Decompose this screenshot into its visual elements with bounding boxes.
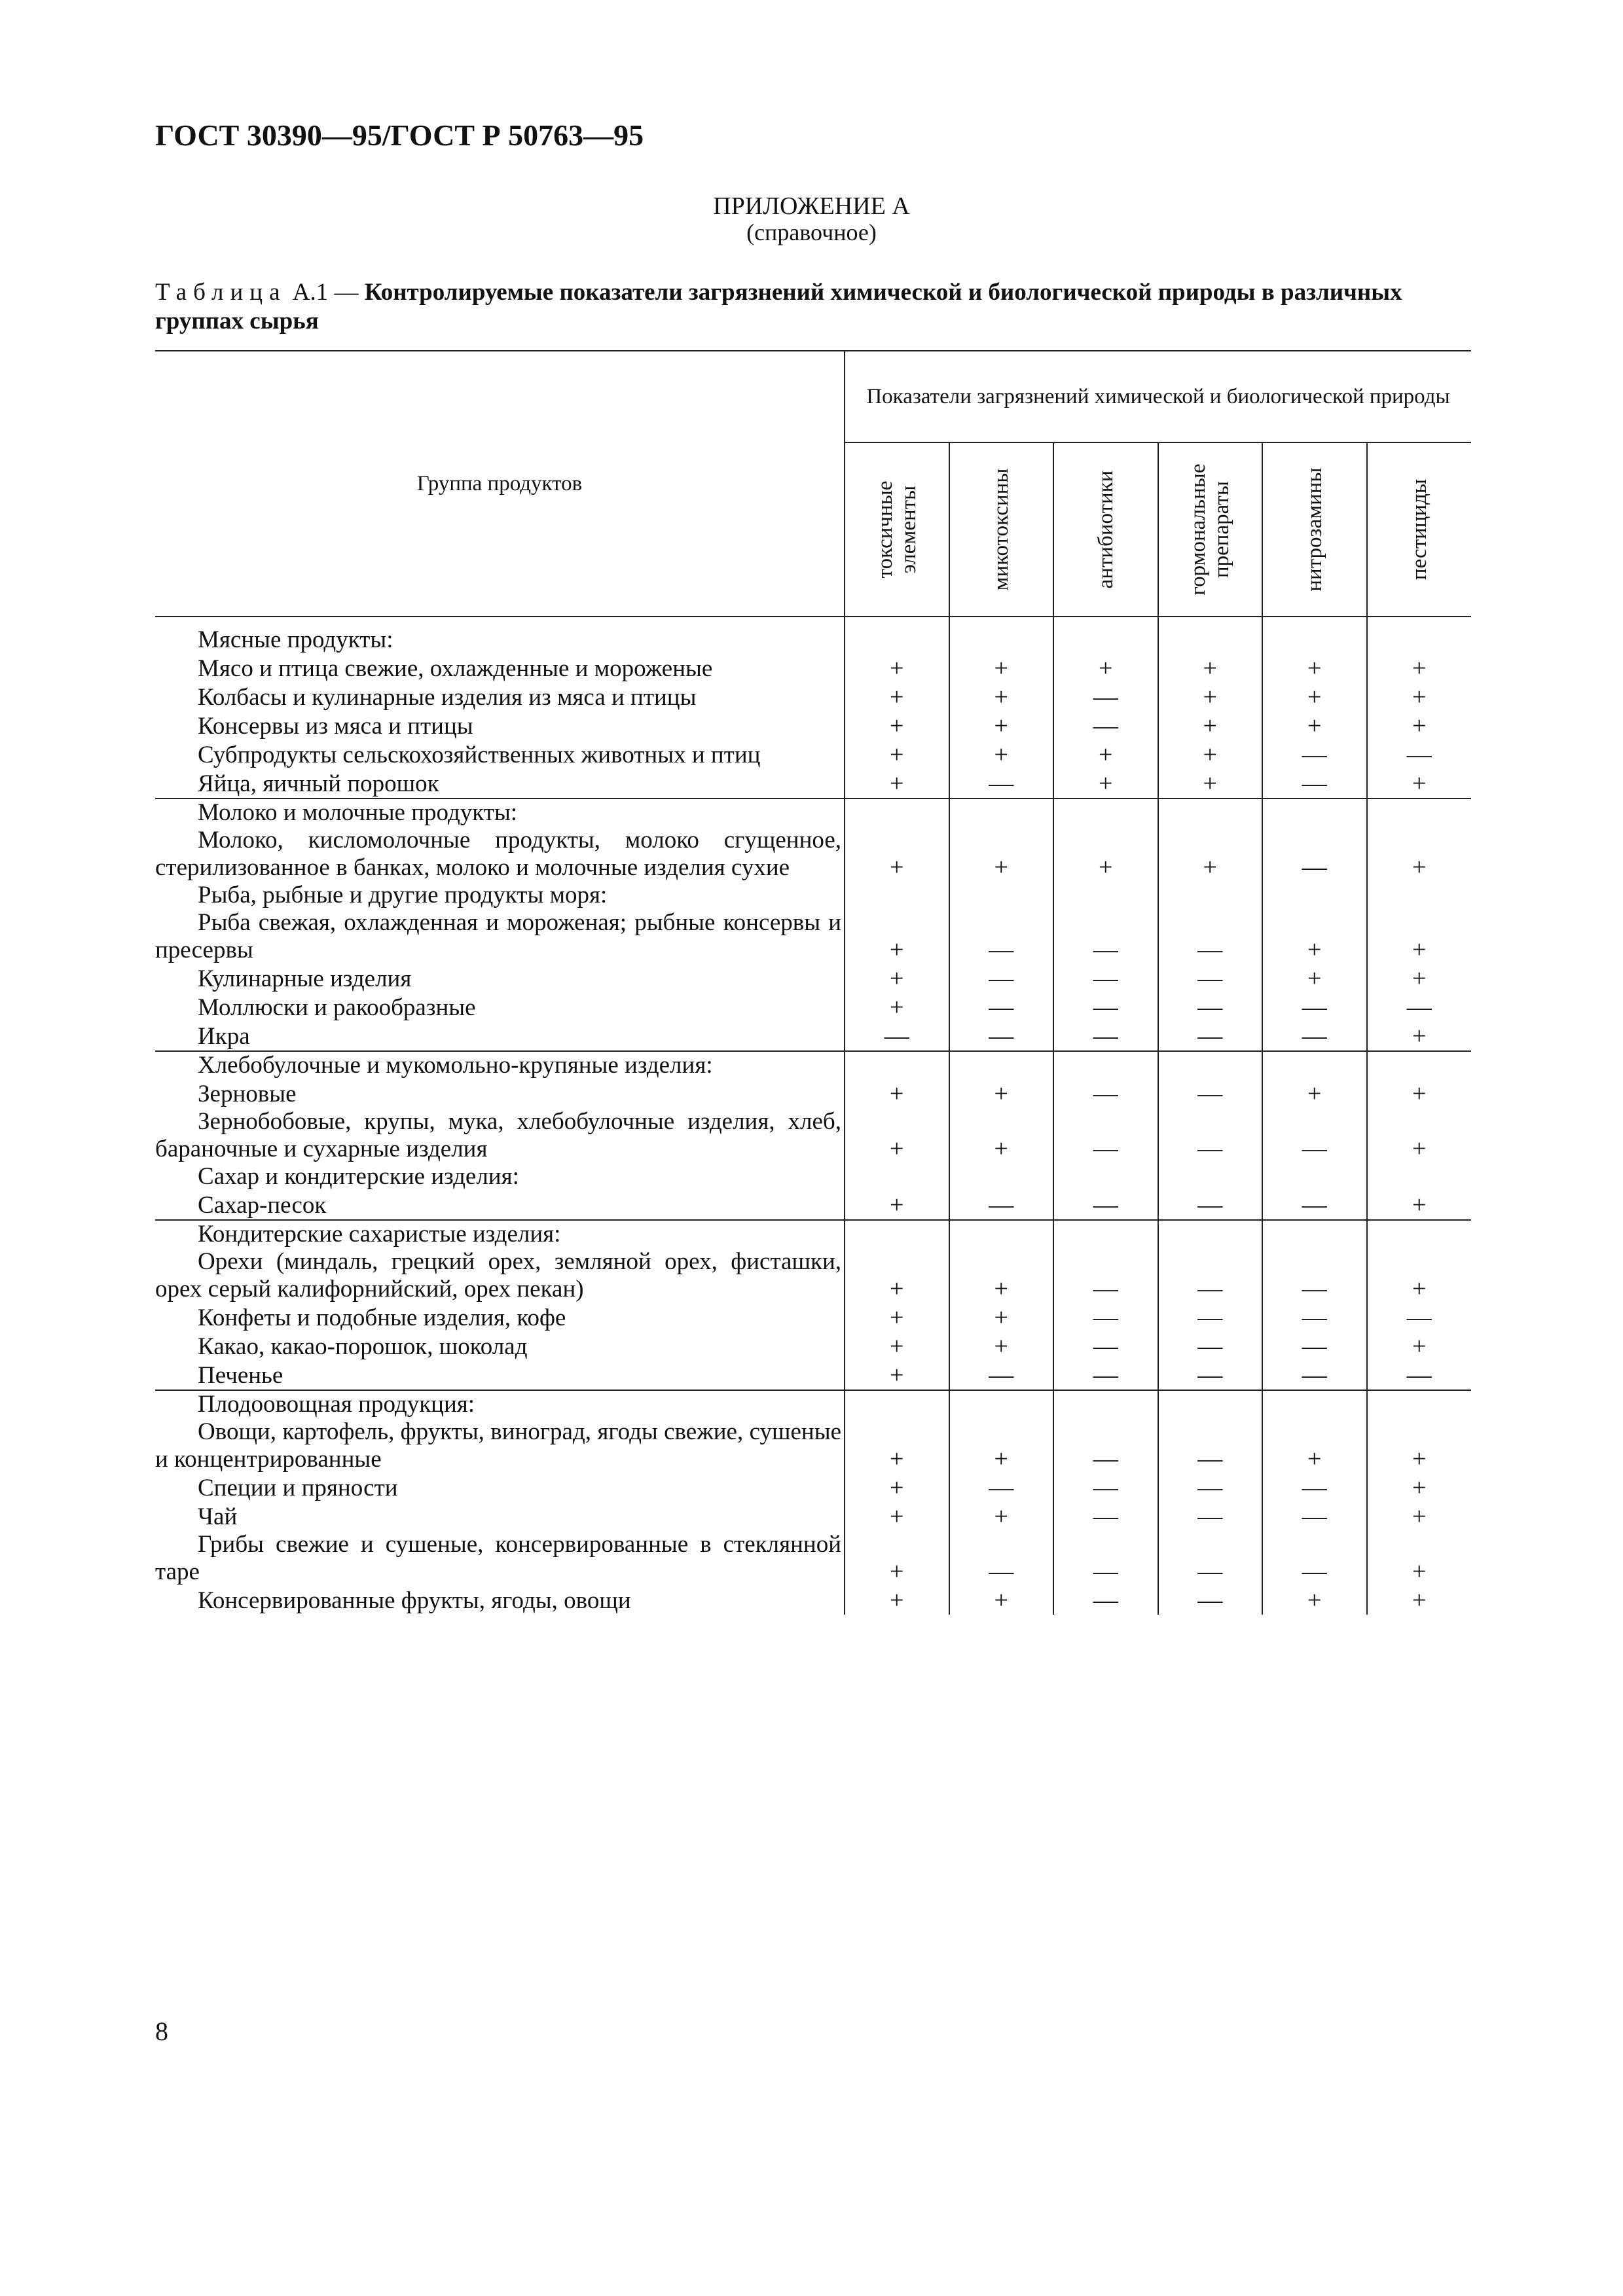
indicator-mark: — xyxy=(949,909,1054,964)
indicator-mark: — xyxy=(1262,740,1367,769)
indicator-mark: — xyxy=(1158,1531,1263,1586)
indicator-mark: + xyxy=(845,827,949,882)
table-row xyxy=(155,1586,1471,1615)
indicator-mark: — xyxy=(1262,1022,1367,1051)
indicator-mark: + xyxy=(845,909,949,964)
contaminants-table xyxy=(155,350,1471,1615)
indicator-header xyxy=(1158,442,1263,617)
indicator-mark xyxy=(1053,617,1158,654)
indicator-mark: + xyxy=(1367,1586,1472,1615)
indicator-mark xyxy=(1262,1220,1367,1248)
indicator-mark: + xyxy=(1262,964,1367,993)
indicator-mark: — xyxy=(1158,1248,1263,1303)
indicator-mark: + xyxy=(845,683,949,711)
indicator-mark: + xyxy=(1367,769,1472,798)
indicator-mark: — xyxy=(1053,1361,1158,1390)
indicator-mark: — xyxy=(1158,993,1263,1022)
indicator-mark: — xyxy=(1158,1473,1263,1502)
indicator-mark: + xyxy=(1262,683,1367,711)
indicator-mark xyxy=(949,882,1054,909)
indicator-header-label xyxy=(873,480,921,578)
indicator-mark: — xyxy=(1262,1303,1367,1332)
indicator-header xyxy=(1053,442,1158,617)
indicator-header-label xyxy=(1408,479,1431,580)
product-group-cell xyxy=(155,617,845,654)
product-group-name: Сахар-песок xyxy=(198,1192,327,1219)
indicator-mark xyxy=(845,1163,949,1191)
product-group-cell xyxy=(155,798,845,827)
indicator-mark: — xyxy=(949,964,1054,993)
indicator-mark: — xyxy=(1262,1108,1367,1163)
indicator-mark: — xyxy=(1262,1473,1367,1502)
indicator-mark: + xyxy=(1367,964,1472,993)
indicator-mark xyxy=(1367,1163,1472,1191)
product-group-name: Рыба, рыбные и другие продукты моря: xyxy=(198,882,608,908)
indicator-header-line: элементы xyxy=(896,485,921,574)
product-group-name: Овощи, картофель, фрукты, виноград, ягоды свежие, сушеные и концентрированные xyxy=(155,1418,841,1473)
table-row xyxy=(155,1303,1471,1332)
indicator-mark: — xyxy=(1367,993,1472,1022)
indicator-mark: — xyxy=(1158,1418,1263,1473)
product-group-name: Чай xyxy=(198,1503,238,1530)
product-group-name: Какао, какао-порошок, шоколад xyxy=(198,1333,528,1360)
indicator-header-line: нитрозамины xyxy=(1302,467,1326,592)
product-group-cell xyxy=(155,711,845,740)
indicator-mark: — xyxy=(1158,1502,1263,1531)
indicator-mark xyxy=(949,617,1054,654)
indicator-mark xyxy=(1158,1163,1263,1191)
indicator-mark: — xyxy=(1053,1248,1158,1303)
indicator-mark: + xyxy=(1053,769,1158,798)
appendix-heading xyxy=(0,193,1623,245)
product-group-cell xyxy=(155,1586,845,1615)
indicator-mark: + xyxy=(1367,654,1472,683)
indicator-mark: + xyxy=(949,1108,1054,1163)
product-group-name: Грибы свежие и сушеные, консервированные в стеклянной таре xyxy=(155,1531,841,1585)
indicator-mark: + xyxy=(1158,711,1263,740)
indicator-mark: — xyxy=(845,1022,949,1051)
page-number: 8 xyxy=(155,2017,168,2046)
indicator-mark: — xyxy=(949,1361,1054,1390)
indicator-header-line: пестициды xyxy=(1407,478,1431,581)
table-row xyxy=(155,1108,1471,1163)
product-group-cell xyxy=(155,1022,845,1051)
indicator-mark: + xyxy=(845,964,949,993)
indicator-mark: — xyxy=(1053,1586,1158,1615)
product-group-cell xyxy=(155,1531,845,1586)
indicator-mark xyxy=(1053,1051,1158,1079)
product-group-name: Консервы из мяса и птицы xyxy=(198,713,473,740)
table-row xyxy=(155,1220,1471,1248)
indicator-mark: + xyxy=(1367,1022,1472,1051)
indicator-mark xyxy=(1053,1220,1158,1248)
indicator-mark: — xyxy=(1158,1332,1263,1361)
indicator-header xyxy=(1262,442,1367,617)
table-row xyxy=(155,1418,1471,1473)
indicator-mark: — xyxy=(1262,1248,1367,1303)
indicator-mark: + xyxy=(1367,1191,1472,1220)
indicator-mark: — xyxy=(1367,740,1472,769)
indicator-mark: + xyxy=(845,1531,949,1586)
indicator-mark: — xyxy=(1262,827,1367,882)
indicator-mark xyxy=(1367,1220,1472,1248)
indicator-mark: + xyxy=(949,1303,1054,1332)
table-row xyxy=(155,798,1471,827)
indicator-mark xyxy=(1053,1390,1158,1418)
product-group-name: Икра xyxy=(198,1023,250,1050)
indicator-mark xyxy=(1262,617,1367,654)
table-row xyxy=(155,993,1471,1022)
product-group-name: Специи и пряности xyxy=(198,1475,398,1501)
indicator-mark: — xyxy=(1053,1108,1158,1163)
indicator-mark xyxy=(1367,617,1472,654)
indicator-mark xyxy=(845,1220,949,1248)
product-group-name: Рыба свежая, охлажденная и мороженая; рыбные консервы и пресервы xyxy=(155,909,841,963)
appendix-title: ПРИЛОЖЕНИЕ А xyxy=(713,192,910,220)
indicator-mark: + xyxy=(845,993,949,1022)
indicator-mark: + xyxy=(949,683,1054,711)
indicator-mark xyxy=(1158,1220,1263,1248)
indicator-mark: — xyxy=(1158,1079,1263,1108)
table-row xyxy=(155,1051,1471,1079)
product-group-cell xyxy=(155,993,845,1022)
indicator-mark: + xyxy=(1053,654,1158,683)
indicator-mark xyxy=(949,798,1054,827)
indicator-mark: — xyxy=(949,1531,1054,1586)
indicator-mark: + xyxy=(1367,1473,1472,1502)
indicator-mark: + xyxy=(1158,827,1263,882)
product-group-name: Плодоовощная продукция: xyxy=(198,1391,475,1418)
product-group-cell xyxy=(155,1332,845,1361)
indicator-mark xyxy=(1367,798,1472,827)
table-row xyxy=(155,654,1471,683)
indicator-header-line: микотоксины xyxy=(989,468,1013,591)
product-group-name: Зернобобовые, крупы, мука, хлебобулочные изделия, хлеб, бараночные и сухарные изделия xyxy=(155,1108,841,1162)
indicator-mark: — xyxy=(1158,964,1263,993)
caption-title: Контролируемые показатели загрязнений химической и биологической природы в различных группах сырья xyxy=(155,279,1402,334)
indicator-mark: + xyxy=(949,740,1054,769)
indicator-mark: + xyxy=(1367,909,1472,964)
product-group-cell xyxy=(155,1248,845,1303)
indicator-mark: + xyxy=(845,654,949,683)
product-group-cell xyxy=(155,1108,845,1163)
indicator-mark: — xyxy=(1053,1079,1158,1108)
indicator-mark: — xyxy=(1053,1418,1158,1473)
product-group-name: Хлебобулочные и мукомольно-крупяные изделия: xyxy=(198,1052,713,1079)
table-row xyxy=(155,909,1471,964)
product-group-cell xyxy=(155,827,845,882)
indicator-mark: — xyxy=(1053,1531,1158,1586)
indicator-mark: + xyxy=(845,740,949,769)
indicator-mark: — xyxy=(949,769,1054,798)
indicator-mark xyxy=(1158,798,1263,827)
indicator-mark: + xyxy=(1262,711,1367,740)
indicator-mark: + xyxy=(1367,683,1472,711)
indicator-mark xyxy=(1262,1390,1367,1418)
indicator-mark: — xyxy=(1262,769,1367,798)
indicator-mark: + xyxy=(845,1332,949,1361)
product-group-cell xyxy=(155,1418,845,1473)
document-header: ГОСТ 30390—95/ГОСТ Р 50763—95 xyxy=(155,118,644,152)
table-row xyxy=(155,827,1471,882)
indicator-mark: — xyxy=(949,1473,1054,1502)
indicator-mark: + xyxy=(845,1361,949,1390)
indicator-header-label xyxy=(1186,463,1233,595)
indicator-mark: + xyxy=(1367,1079,1472,1108)
product-group-cell xyxy=(155,909,845,964)
indicator-mark: + xyxy=(949,711,1054,740)
indicator-header xyxy=(845,442,949,617)
indicator-mark: — xyxy=(1158,1303,1263,1332)
product-group-name: Колбасы и кулинарные изделия из мяса и птицы xyxy=(198,684,697,711)
product-group-cell xyxy=(155,1191,845,1220)
indicator-mark xyxy=(1367,1390,1472,1418)
table-row xyxy=(155,711,1471,740)
indicator-mark: — xyxy=(1262,1191,1367,1220)
indicator-header xyxy=(949,442,1054,617)
product-group-cell xyxy=(155,1473,845,1502)
indicator-mark: — xyxy=(1053,964,1158,993)
indicator-header xyxy=(1367,442,1472,617)
indicator-mark: + xyxy=(845,1502,949,1531)
product-group-name: Конфеты и подобные изделия, кофе xyxy=(198,1304,566,1331)
indicator-mark: + xyxy=(845,769,949,798)
product-group-name: Мясные продукты: xyxy=(198,626,393,653)
indicator-mark xyxy=(845,1051,949,1079)
indicator-mark xyxy=(949,1390,1054,1418)
indicator-mark: + xyxy=(949,1586,1054,1615)
table-row xyxy=(155,964,1471,993)
indicator-mark: — xyxy=(1053,1303,1158,1332)
indicator-mark: + xyxy=(845,1586,949,1615)
indicator-mark: — xyxy=(1158,1108,1263,1163)
caption-label: Таблица xyxy=(155,279,287,306)
indicator-mark: — xyxy=(1262,1502,1367,1531)
indicator-mark: — xyxy=(1158,1586,1263,1615)
indicator-mark: — xyxy=(1053,1332,1158,1361)
indicator-mark: + xyxy=(845,1418,949,1473)
indicator-mark: — xyxy=(1262,1332,1367,1361)
indicator-mark: + xyxy=(1367,1248,1472,1303)
product-group-cell xyxy=(155,683,845,711)
table-row xyxy=(155,740,1471,769)
caption-number: А.1 — xyxy=(292,279,359,306)
indicator-mark: + xyxy=(845,1079,949,1108)
indicator-mark: + xyxy=(949,827,1054,882)
indicator-mark: + xyxy=(1262,909,1367,964)
indicator-mark: + xyxy=(845,1473,949,1502)
indicator-header-label xyxy=(989,469,1013,591)
indicator-mark: + xyxy=(1367,827,1472,882)
table-row xyxy=(155,683,1471,711)
product-group-cell xyxy=(155,1390,845,1418)
indicator-mark: — xyxy=(1053,1473,1158,1502)
appendix-subtitle: (справочное) xyxy=(746,219,877,245)
group-column-header: Группа продуктов xyxy=(155,351,845,617)
table-row xyxy=(155,1191,1471,1220)
indicator-mark: + xyxy=(845,1108,949,1163)
product-group-name: Мясо и птица свежие, охлажденные и мороженые xyxy=(198,655,713,682)
indicator-mark: — xyxy=(1367,1303,1472,1332)
indicator-mark: + xyxy=(949,1418,1054,1473)
table-row xyxy=(155,617,1471,654)
indicator-mark xyxy=(949,1220,1054,1248)
indicator-mark: — xyxy=(949,1191,1054,1220)
product-group-name: Кондитерские сахаристые изделия: xyxy=(198,1221,561,1247)
indicator-mark: + xyxy=(1262,654,1367,683)
indicator-mark: — xyxy=(1053,711,1158,740)
product-group-name: Молоко, кисломолочные продукты, молоко сгущенное, стерилизованное в банках, молоко и молочные изделия сухие xyxy=(155,827,841,881)
product-group-cell xyxy=(155,1361,845,1390)
table-row xyxy=(155,1390,1471,1418)
product-group-name: Зерновые xyxy=(198,1081,297,1107)
indicator-mark: + xyxy=(1367,711,1472,740)
indicator-mark: + xyxy=(1158,654,1263,683)
indicator-mark: + xyxy=(1367,1418,1472,1473)
indicator-mark: + xyxy=(1158,683,1263,711)
table-caption xyxy=(155,278,1471,336)
product-group-name: Субпродукты сельскохозяйственных животных и птиц xyxy=(198,742,761,768)
indicator-mark: — xyxy=(949,1022,1054,1051)
table-row xyxy=(155,1022,1471,1051)
product-group-cell xyxy=(155,654,845,683)
table-row xyxy=(155,1473,1471,1502)
indicator-mark: — xyxy=(1262,1361,1367,1390)
table-row xyxy=(155,1502,1471,1531)
indicator-mark xyxy=(1367,882,1472,909)
indicator-mark: — xyxy=(949,993,1054,1022)
indicator-mark: — xyxy=(1053,1502,1158,1531)
indicator-mark: + xyxy=(949,1502,1054,1531)
indicator-mark: — xyxy=(1053,683,1158,711)
indicator-mark: — xyxy=(1262,1531,1367,1586)
product-group-cell xyxy=(155,769,845,798)
indicator-mark: + xyxy=(1158,740,1263,769)
indicator-mark xyxy=(1367,1051,1472,1079)
indicator-mark: — xyxy=(1367,1361,1472,1390)
table-row xyxy=(155,1163,1471,1191)
indicator-mark xyxy=(1262,882,1367,909)
indicator-mark: + xyxy=(845,711,949,740)
indicator-mark: + xyxy=(949,1332,1054,1361)
product-group-cell xyxy=(155,882,845,909)
product-group-name: Печенье xyxy=(198,1362,283,1389)
indicator-mark: + xyxy=(949,1248,1054,1303)
indicator-mark xyxy=(1158,617,1263,654)
indicator-header-line: токсичные xyxy=(873,480,897,579)
indicator-mark: + xyxy=(1053,827,1158,882)
product-group-cell xyxy=(155,1079,845,1108)
indicator-mark xyxy=(1158,882,1263,909)
indicator-mark xyxy=(949,1051,1054,1079)
indicator-mark xyxy=(1053,1163,1158,1191)
indicator-mark: + xyxy=(1367,1531,1472,1586)
product-group-name: Кулинарные изделия xyxy=(198,965,412,992)
indicator-mark: + xyxy=(949,1079,1054,1108)
indicator-mark: — xyxy=(1053,993,1158,1022)
product-group-cell xyxy=(155,1303,845,1332)
product-group-cell xyxy=(155,1163,845,1191)
indicators-column-header: Показатели загрязнений химической и биологической природы xyxy=(845,351,1471,442)
indicator-mark xyxy=(845,798,949,827)
indicator-header-line: препараты xyxy=(1210,480,1234,579)
indicator-header-label xyxy=(1303,467,1326,591)
indicator-header-line: антибиотики xyxy=(1093,470,1118,589)
indicator-mark xyxy=(1262,1051,1367,1079)
indicator-mark: + xyxy=(845,1248,949,1303)
table-row xyxy=(155,1079,1471,1108)
product-group-name: Яйца, яичный порошок xyxy=(198,770,439,797)
indicator-mark: — xyxy=(1158,1191,1263,1220)
indicator-mark: — xyxy=(1053,909,1158,964)
indicator-mark xyxy=(1262,1163,1367,1191)
indicator-mark: + xyxy=(1053,740,1158,769)
table-row xyxy=(155,769,1471,798)
indicator-mark xyxy=(1158,1390,1263,1418)
product-group-cell xyxy=(155,964,845,993)
table-row xyxy=(155,1332,1471,1361)
indicator-mark xyxy=(845,617,949,654)
product-group-name: Моллюски и ракообразные xyxy=(198,994,476,1021)
indicator-mark: — xyxy=(1053,1191,1158,1220)
indicator-mark: — xyxy=(1053,1022,1158,1051)
table-row xyxy=(155,1248,1471,1303)
indicator-mark: + xyxy=(1262,1079,1367,1108)
product-group-cell xyxy=(155,1220,845,1248)
indicator-header-label xyxy=(1094,471,1118,589)
indicator-mark xyxy=(949,1163,1054,1191)
indicator-mark xyxy=(845,882,949,909)
indicator-mark: — xyxy=(1158,1361,1263,1390)
table-row xyxy=(155,1361,1471,1390)
indicator-mark: + xyxy=(1367,1332,1472,1361)
indicator-mark xyxy=(1262,798,1367,827)
product-group-name: Консервированные фрукты, ягоды, овощи xyxy=(198,1587,631,1614)
indicator-header-line: гормональные xyxy=(1186,463,1211,596)
indicator-mark: — xyxy=(1262,993,1367,1022)
product-group-cell xyxy=(155,1051,845,1079)
indicator-mark: + xyxy=(1158,769,1263,798)
indicator-mark xyxy=(1053,882,1158,909)
indicator-mark: + xyxy=(845,1303,949,1332)
indicator-mark: + xyxy=(1367,1108,1472,1163)
indicator-mark: + xyxy=(845,1191,949,1220)
indicator-mark xyxy=(845,1390,949,1418)
product-group-cell xyxy=(155,1502,845,1531)
product-group-name: Молоко и молочные продукты: xyxy=(198,799,518,826)
indicator-mark: + xyxy=(1262,1586,1367,1615)
product-group-name: Сахар и кондитерские изделия: xyxy=(198,1163,519,1190)
indicator-mark: + xyxy=(949,654,1054,683)
table-row xyxy=(155,882,1471,909)
product-group-name: Орехи (миндаль, грецкий орех, земляной орех, фисташки, орех серый калифорнийский, орех пекан) xyxy=(155,1248,841,1302)
indicator-mark: — xyxy=(1158,909,1263,964)
indicator-mark xyxy=(1158,1051,1263,1079)
product-group-cell xyxy=(155,740,845,769)
indicator-mark: + xyxy=(1367,1502,1472,1531)
indicator-mark: + xyxy=(1262,1418,1367,1473)
indicator-mark: — xyxy=(1158,1022,1263,1051)
table-row xyxy=(155,1531,1471,1586)
indicator-mark xyxy=(1053,798,1158,827)
